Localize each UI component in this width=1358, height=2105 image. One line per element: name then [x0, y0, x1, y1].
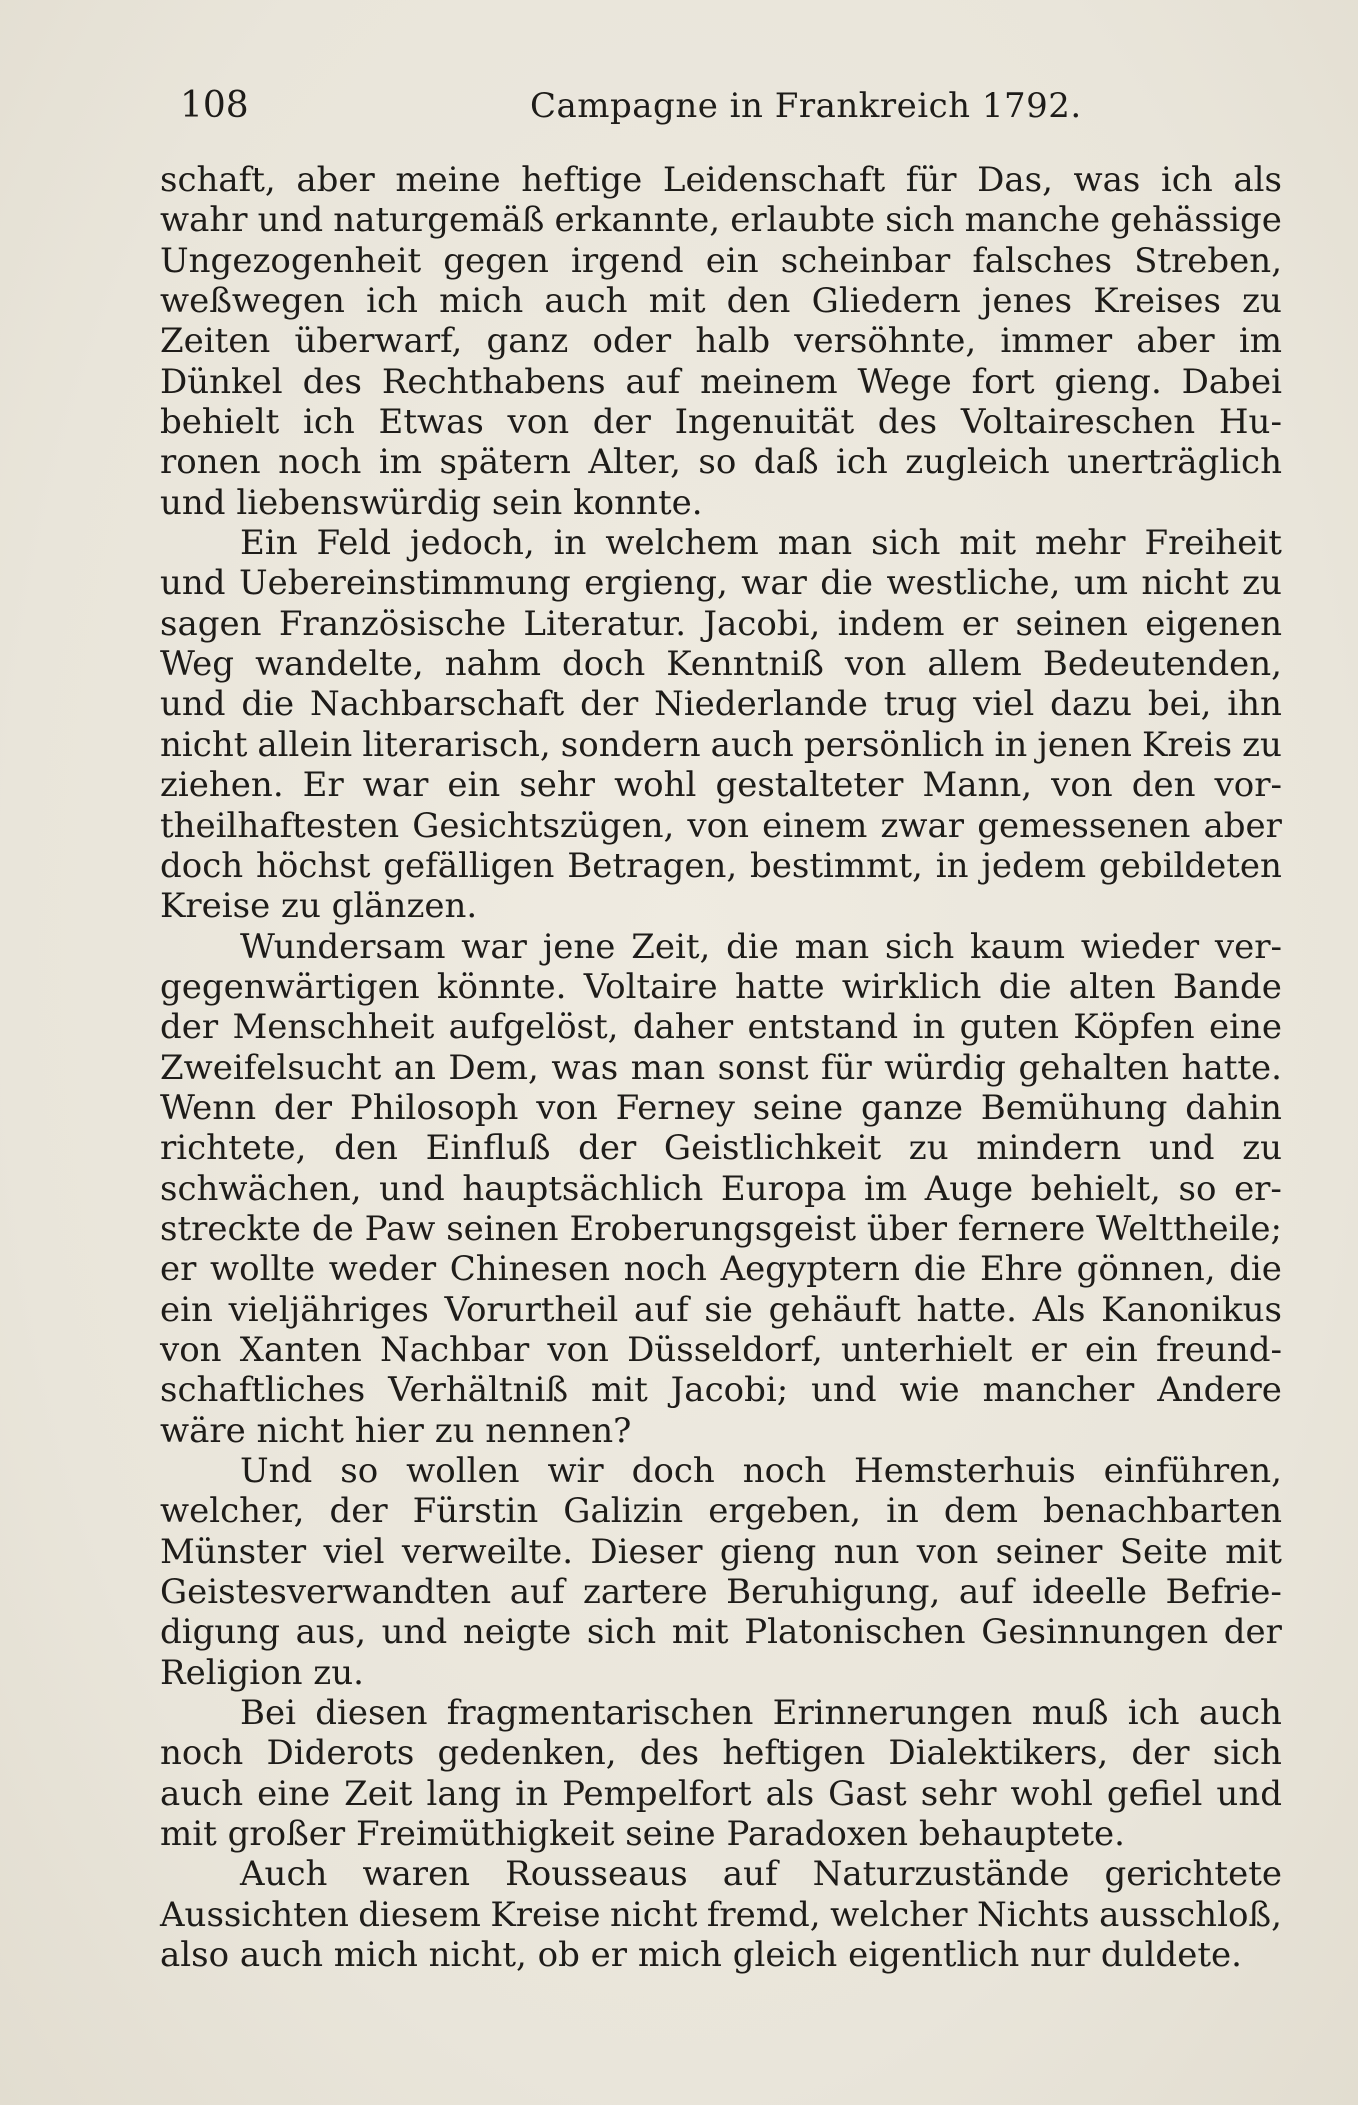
text-line: schaft, aber meine heftige Leidenschaft für Das, was ich als	[160, 160, 1282, 200]
text-line: digung aus, und neigte sich mit Platonischen Gesinnungen der	[160, 1612, 1282, 1653]
text-line: welcher, der Fürstin Galizin ergeben, in dem benachbarten	[160, 1491, 1282, 1532]
text-line: Religion zu.	[160, 1652, 364, 1693]
text-line: Und so wollen wir doch noch Hemsterhuis einführen,	[240, 1451, 1282, 1491]
text-line: Wenn der Philosoph von Ferney seine ganze Bemühung dahin	[160, 1087, 1282, 1128]
text-line: und die Nachbarschaft der Niederlande trug viel dazu bei, ihn	[160, 684, 1282, 725]
text-line: wahr und naturgemäß erkannte, erlaubte sich manche gehässige	[160, 200, 1282, 241]
text-line: nicht allein literarisch, sondern auch persönlich in jenen Kreis zu	[160, 724, 1282, 765]
text-line: Ungezogenheit gegen irgend ein scheinbar falsches Streben,	[160, 240, 1282, 281]
text-line: Auch waren Rousseaus auf Naturzustände gerichtete	[240, 1854, 1282, 1895]
running-title: Campagne in Frankreich 1792.	[530, 86, 1082, 126]
text-line: Bei diesen fragmentarischen Erinnerungen muß ich auch	[240, 1693, 1282, 1734]
text-line: auch eine Zeit lang in Pempelfort als Gast sehr wohl gefiel und	[160, 1773, 1282, 1814]
text-line: behielt ich Etwas von der Ingenuität des Voltaireschen Hu-	[160, 402, 1282, 443]
text-line: noch Diderots gedenken, des heftigen Dialektikers, der sich	[160, 1733, 1282, 1774]
text-line: Kreise zu glänzen.	[160, 886, 478, 927]
text-line: doch höchst gefälligen Betragen, bestimmt, in jedem gebildeten	[160, 845, 1282, 886]
page-number: 108	[180, 85, 249, 126]
text-line: und liebenswürdig sein konnte.	[160, 482, 703, 523]
text-line: sagen Französische Literatur. Jacobi, indem er seinen eigenen	[160, 603, 1282, 644]
text-line: Ein Feld jedoch, in welchem man sich mit mehr Freiheit	[240, 523, 1282, 564]
text-line: streckte de Paw seinen Eroberungsgeist über fernere Welttheile;	[160, 1208, 1282, 1249]
text-line: theilhaftesten Gesichtszügen, von einem zwar gemessenen aber	[160, 805, 1282, 846]
text-line: Wundersam war jene Zeit, die man sich kaum wieder ver-	[240, 926, 1282, 967]
text-line: und Uebereinstimmung ergieng, war die westliche, um nicht zu	[160, 563, 1282, 604]
text-line: mit großer Freimüthigkeit seine Paradoxen behauptete.	[160, 1814, 1125, 1855]
page-header	[180, 84, 1280, 128]
text-line: weßwegen ich mich auch mit den Gliedern jenes Kreises zu	[160, 281, 1282, 322]
text-line: Dünkel des Rechthabens auf meinem Wege fort gieng. Dabei	[160, 361, 1282, 402]
text-line: ziehen. Er war ein sehr wohl gestalteter Mann, von den vor-	[160, 765, 1282, 806]
text-line: Aussichten diesem Kreise nicht fremd, welcher Nichts ausschloß,	[160, 1894, 1282, 1935]
text-line: also auch mich nicht, ob er mich gleich eigentlich nur duldete.	[160, 1935, 1242, 1976]
text-line: Zweifelsucht an Dem, was man sonst für würdig gehalten hatte.	[160, 1047, 1282, 1088]
text-line: Zeiten überwarf, ganz oder halb versöhnte, immer aber im	[160, 321, 1282, 362]
text-line: richtete, den Einfluß der Geistlichkeit zu mindern und zu	[160, 1128, 1282, 1169]
text-line: ronen noch im spätern Alter, so daß ich zugleich unerträglich	[160, 442, 1282, 483]
text-line: Weg wandelte, nahm doch Kenntniß von allem Bedeutenden,	[160, 644, 1282, 685]
text-line: ein vieljähriges Vorurtheil auf sie gehäuft hatte. Als Kanonikus	[160, 1289, 1282, 1330]
text-line: Münster viel verweilte. Dieser gieng nun von seiner Seite mit	[160, 1531, 1282, 1572]
text-line: Geistesverwandten auf zartere Beruhigung, auf ideelle Befrie-	[160, 1572, 1282, 1613]
text-line: er wollte weder Chinesen noch Aegyptern die Ehre gönnen, die	[160, 1249, 1282, 1290]
text-line: schwächen, und hauptsächlich Europa im Auge behielt, so er-	[160, 1168, 1282, 1209]
text-line: schaftliches Verhältniß mit Jacobi; und wie mancher Andere	[160, 1370, 1282, 1411]
body-text	[160, 160, 1282, 1975]
text-line: gegenwärtigen könnte. Voltaire hatte wirklich die alten Bande	[160, 966, 1282, 1007]
text-line: von Xanten Nachbar von Düsseldorf, unterhielt er ein freund-	[160, 1329, 1282, 1370]
text-line: wäre nicht hier zu nennen?	[160, 1410, 632, 1451]
text-line: der Menschheit aufgelöst, daher entstand in guten Köpfen eine	[160, 1007, 1282, 1048]
